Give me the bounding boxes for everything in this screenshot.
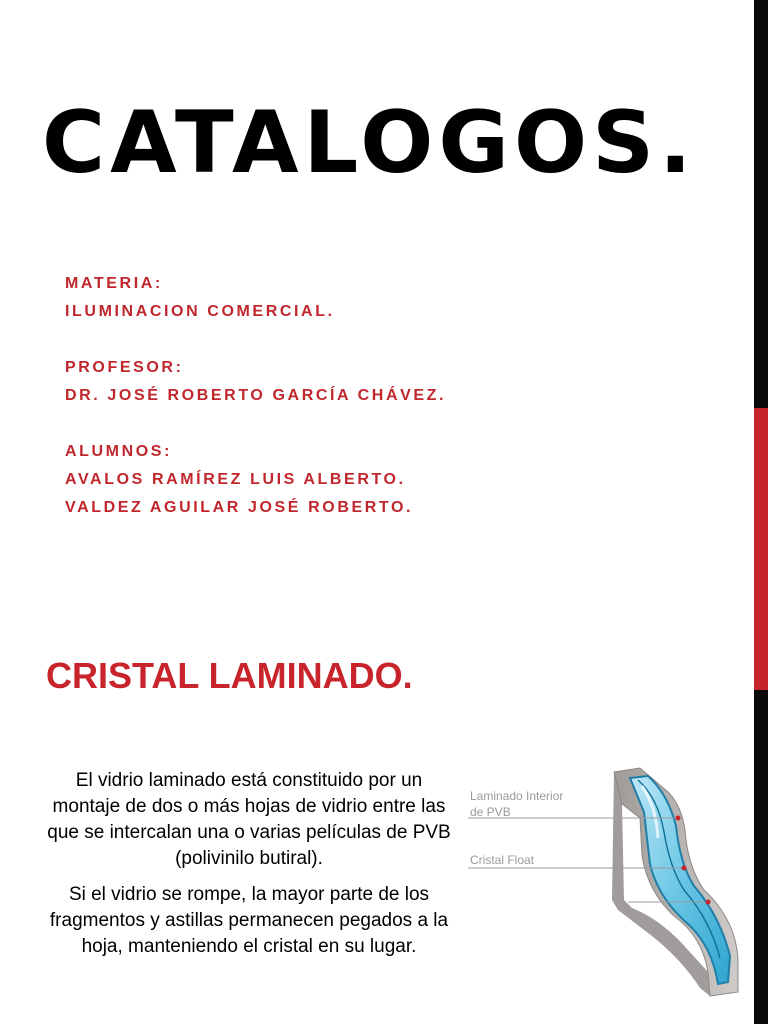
page-title: CATALOGOS. [42,93,697,193]
alumno-name: AVALOS RAMÍREZ LUIS ALBERTO. [65,471,406,488]
info-block [65,270,446,522]
pvb-label-line1: Laminado Interior [470,789,564,803]
right-edge-accent [754,408,768,690]
pvb-label-line2: de PVB [470,805,511,819]
materia-label: MATERIA: [65,275,163,292]
float-pointer-dot [682,866,687,871]
laminated-glass-illustration [462,760,752,1010]
alumnos-label: ALUMNOS: [65,443,173,460]
laminated-glass-diagram [462,760,752,1010]
pvb-pointer-dot [676,816,681,821]
extra-pointer-dot [706,900,711,905]
profesor-value: DR. JOSÉ ROBERTO GARCÍA CHÁVEZ. [65,387,447,404]
paragraph: Si el vidrio se rompe, la mayor parte de los fragmentos y astillas permanecen pegados a la hoja, manteniendo el cristal en su lugar. [49,884,449,957]
float-label: Cristal Float [470,853,535,867]
section-title: CRISTAL LAMINADO. [46,655,413,696]
materia-value: ILUMINACION COMERCIAL. [65,303,335,320]
section-body [44,768,454,970]
paragraph: El vidrio laminado está constituido por un montaje de dos o más hojas de vidrio entre las que se intercalan una o varias películas de PVB (polivinilo butiral). [47,770,451,869]
alumno-name: VALDEZ AGUILAR JOSÉ ROBERTO. [65,499,414,516]
profesor-label: PROFESOR: [65,359,184,376]
